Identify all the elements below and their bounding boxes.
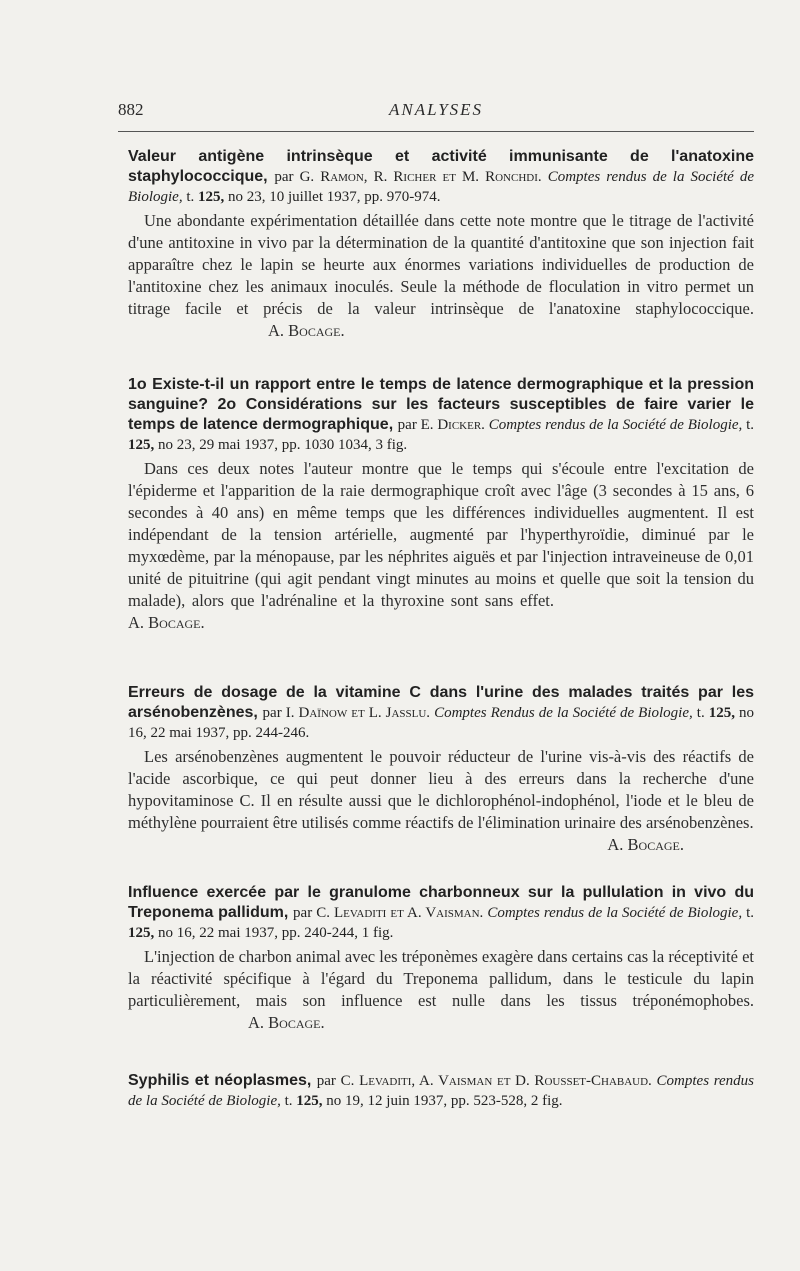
entry-signature: A. Bocage. <box>268 321 345 340</box>
entry-signature: A. Bocage. <box>128 613 205 632</box>
page-number: 882 <box>118 100 144 119</box>
abstract-entry <box>128 147 754 342</box>
citation-details: no 19, 12 juin 1937, pp. 523-528, 2 fig. <box>326 1093 563 1109</box>
entry-headline <box>128 375 754 455</box>
abstract-entry <box>128 883 754 1034</box>
journal-name: Comptes Rendus de la Société de Biologie, <box>434 705 693 721</box>
entry-signature: A. Bocage. <box>607 835 684 854</box>
entry-title: Valeur antigène intrinsèque et activité immunisante de l'anatoxine staphylococcique, <box>128 148 754 185</box>
journal-name: Comptes rendus de la Société de Biologie, <box>488 417 743 433</box>
entry-citation: par E. Dicker. Comptes rendus de la Société de Biologie, t. 125, no 23, 29 mai 1937, pp. 1030 1034, 3 fig. <box>128 417 754 453</box>
abstract-entry <box>128 1071 754 1111</box>
entry-body: Une abondante expérimentation détaillée dans cette note montre que le titrage de l'activité d'une antitoxine in vivo par la détermination de la quantité d'antitoxine que son injection fait apparaître chez le lapin se heurte aux énormes variations individuelles de production de l'antitoxine chez les animaux inoculés. Seule la méthode de floculation in vitro permet un titrage facile et précis de la valeur intrinsèque de l'anatoxine staphylococcique.A. Bocage. <box>128 211 754 340</box>
journal-name: Comptes rendus de la Société de Biologie, <box>487 905 743 921</box>
volume-number: 125, <box>128 925 155 941</box>
entry-headline <box>128 883 754 943</box>
entry-citation: par I. Daïnow et L. Jasslu. Comptes Rendus de la Société de Biologie, t. 125, no 16, 22 mai 1937, pp. 244-246. <box>128 705 755 741</box>
abstract-entry <box>128 683 754 856</box>
journal-name: Comptes rendus de la Société de Biologie, <box>128 169 755 205</box>
entry-title: 1o Existe-t-il un rapport entre le temps de latence dermographique et la pression sanguine? 2o Considérations sur les facteurs susceptibles de faire varier le temps de latence dermographique, <box>128 376 754 433</box>
entry-headline <box>128 683 754 743</box>
entry-authors: C. Levaditi, A. Vaisman et D. Rousset-Chabaud. <box>340 1073 652 1089</box>
entry-body: Dans ces deux notes l'auteur montre que le temps qui s'écoule entre l'excitation de l'épiderme et l'apparition de la raie dermographique croît avec l'âge (3 secondes à 15 ans, 6 secondes à 40 ans) en même temps que les différences individuelles augmentent. Il est indépendant de la tension artérielle, augmenté par l'hyperthyroïdie, diminué par le myxœdème, par la ménopause, par les néphrites aiguës et par l'injection intraveineuse de 0,01 unité de pituitrine (qui agit pendant vingt minutes au moins et quelle que soit la tension du malade), alors que l'adrénaline et la thyroxine sont sans effet.A. Bocage. <box>128 459 754 632</box>
abstract-entry <box>128 375 754 634</box>
citation-details: no 23, 29 mai 1937, pp. 1030 1034, 3 fig. <box>158 437 408 453</box>
entry-title: Influence exercée par le granulome charbonneux sur la pullulation in vivo du Treponema pallidum, <box>128 884 754 921</box>
volume-number: 125, <box>708 705 735 721</box>
entry-authors: C. Levaditi et A. Vaisman. <box>316 905 484 921</box>
entry-body: L'injection de charbon animal avec les tréponèmes exagère dans certains cas la réceptivité et la réactivité spécifique à l'égard du Treponema pallidum, dans le testicule du lapin particulièrement, mais son influence est nulle dans les tissus tréponémophobes.A. Bocage. <box>128 947 754 1032</box>
citation-details: no 23, 10 juillet 1937, pp. 970-974. <box>228 189 441 205</box>
citation-details: no 16, 22 mai 1937, pp. 244-246. <box>128 705 755 741</box>
entry-headline <box>128 1071 754 1111</box>
running-title: ANALYSES <box>388 100 484 119</box>
entry-citation: par C. Levaditi, A. Vaisman et D. Rousset-Chabaud. Comptes rendus de la Société de Biologie, t. 125, no 19, 12 juin 1937, pp. 523-528, 2 fig. <box>128 1073 755 1109</box>
entry-citation: par C. Levaditi et A. Vaisman. Comptes rendus de la Société de Biologie, t. 125, no 16, 22 mai 1937, pp. 240-244, 1 fig. <box>128 905 755 941</box>
entry-title: Erreurs de dosage de la vitamine C dans l'urine des malades traités par les arsénobenzènes, <box>128 684 754 721</box>
entry-title: Syphilis et néoplasmes, <box>128 1072 312 1089</box>
header-rule <box>118 131 754 132</box>
volume-number: 125, <box>128 437 155 453</box>
entry-signature: A. Bocage. <box>248 1013 325 1032</box>
entry-authors: G. Ramon, R. Richer et M. Ronchdi. <box>299 169 542 185</box>
entry-citation: par G. Ramon, R. Richer et M. Ronchdi. Comptes rendus de la Société de Biologie, t. 125, no 23, 10 juillet 1937, pp. 970-974. <box>128 169 755 205</box>
entry-headline <box>128 147 754 207</box>
entry-authors: I. Daïnow et L. Jasslu. <box>285 705 431 721</box>
page-header <box>118 100 754 124</box>
journal-name: Comptes rendus de la Société de Biologie, <box>128 1073 755 1109</box>
entry-body: Les arsénobenzènes augmentent le pouvoir réducteur de l'urine vis-à-vis des réactifs de l'acide ascorbique, ce qui peut donner lieu à des erreurs dans la recherche d'une hypovitaminose C. Il en résulte aussi que le dichlorophénol-indophénol, l'iode et le bleu de méthylène pourraient être utilisés comme réactifs de l'élimination urinaire des arsénobenzènes. <box>128 747 754 832</box>
citation-details: no 16, 22 mai 1937, pp. 240-244, 1 fig. <box>158 925 394 941</box>
volume-number: 125, <box>198 189 225 205</box>
entry-authors: E. Dicker. <box>420 417 485 433</box>
volume-number: 125, <box>296 1093 323 1109</box>
